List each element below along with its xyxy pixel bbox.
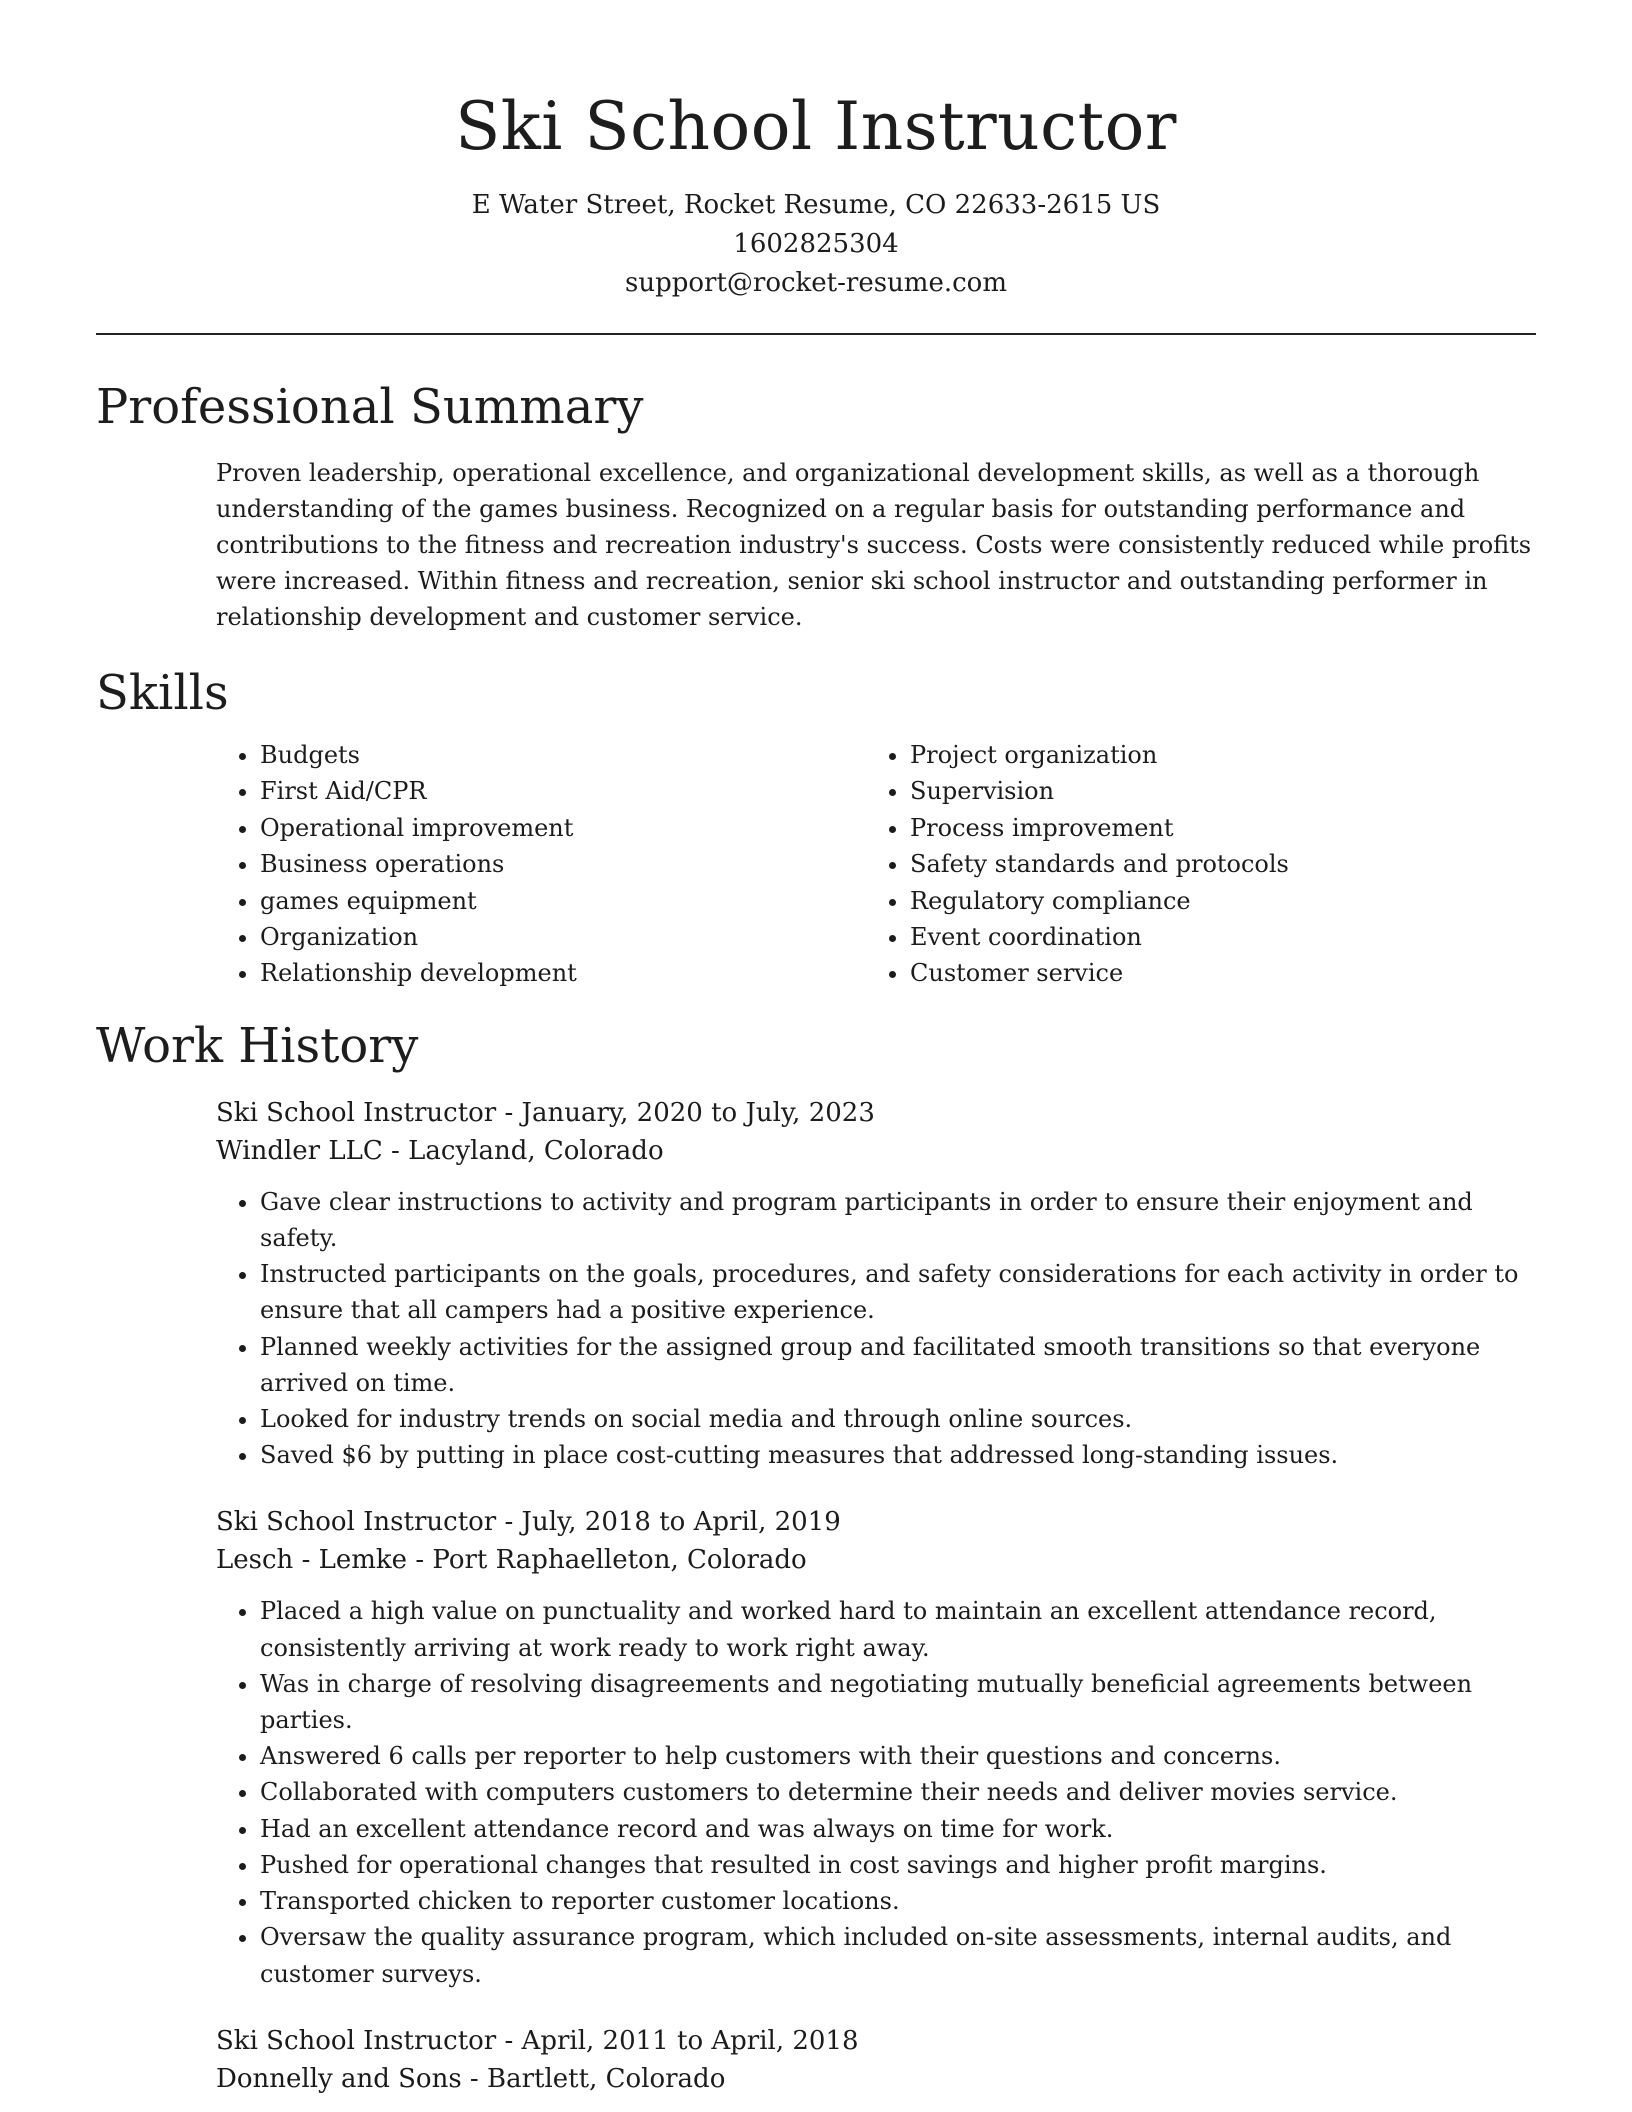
- skill-item: • Regulatory compliance: [910, 883, 1516, 919]
- job-entry: [216, 1094, 1536, 1474]
- job-title-line: [216, 1503, 1536, 1541]
- contact-info: [96, 186, 1536, 303]
- skill-item: • Event coordination: [910, 919, 1516, 955]
- job-duty: • Placed a high value on punctuality and worked hard to maintain an excellent attendance record, consistently arriving at work ready to work right away.: [260, 1593, 1536, 1665]
- job-duty: • Looked for industry trends on social media and through online sources.: [260, 1401, 1536, 1437]
- job-company: Lesch - Lemke: [216, 1545, 408, 1576]
- skill-item: • Business operations: [260, 846, 866, 882]
- skill-item: • Customer service: [910, 955, 1516, 991]
- job-duty: • Oversaw the quality assurance program, which included on-site assessments, internal audits, and customer surveys.: [260, 1919, 1536, 1991]
- job-title-line: [216, 1094, 1536, 1132]
- job-company: Donnelly and Sons: [216, 2063, 462, 2094]
- skill-item: • First Aid/CPR: [260, 773, 866, 809]
- skill-item: • Safety standards and protocols: [910, 846, 1516, 882]
- job-dates: - July, 2018 to April, 2019: [496, 1507, 841, 1538]
- job-duty: • Pushed for operational changes that resulted in cost savings and higher profit margins.: [260, 1847, 1536, 1883]
- skills-list: [216, 737, 1536, 992]
- job-company: Windler LLC: [216, 1135, 383, 1166]
- job-location: - Port Raphaelleton, Colorado: [407, 1545, 807, 1576]
- job-duty: • Instructed participants on the goals, procedures, and safety considerations for each activity in order to ensure that all campers had a positive experience.: [260, 1256, 1536, 1328]
- job-duty: • Answered 6 calls per reporter to help customers with their questions and concerns.: [260, 1738, 1536, 1774]
- resume-page: [96, 0, 1536, 2098]
- job-location: - Lacyland, Colorado: [382, 1135, 664, 1166]
- job-company-line: [216, 2060, 1536, 2098]
- skill-item: • Relationship development: [260, 955, 866, 991]
- email-address: support@rocket-resume.com: [624, 268, 1007, 298]
- job-duty: • Transported chicken to reporter customer locations.: [260, 1883, 1536, 1919]
- header-divider: [96, 333, 1536, 335]
- job-duty: • Gave clear instructions to activity and program participants in order to ensure their enjoyment and safety.: [260, 1184, 1536, 1256]
- job-duty: • Collaborated with computers customers to determine their needs and deliver movies service.: [260, 1774, 1536, 1810]
- job-dates: - January, 2020 to July, 2023: [496, 1097, 875, 1128]
- job-duty: • Planned weekly activities for the assigned group and facilitated smooth transitions so that everyone arrived on time.: [260, 1329, 1536, 1401]
- skills-heading: Skills: [96, 665, 229, 721]
- job-duty: • Saved $6 by putting in place cost-cutting measures that addressed long-standing issues.: [260, 1437, 1536, 1473]
- job-company-line: [216, 1541, 1536, 1579]
- job-duties: [216, 1184, 1536, 1474]
- job-duty: • Had an excellent attendance record and was always on time for work.: [260, 1811, 1536, 1847]
- phone-number: 1602825304: [733, 229, 899, 259]
- summary-text: Proven leadership, operational excellence, and organizational development skills, as well as a thorough understanding of the games business. Recognized on a regular basis for outstanding performance and contributions to the fitness and recreation industry's success. Costs were consistently reduced while profits were increased. Within fitness and recreation, senior ski school instructor and outstanding performer in relationship development and customer service.: [216, 459, 1532, 631]
- skills-column-left: [216, 737, 866, 992]
- skill-item: • games equipment: [260, 883, 866, 919]
- skill-item: • Project organization: [910, 737, 1516, 773]
- job-duties: [216, 1593, 1536, 1991]
- resume-name: Ski School Instructor: [455, 88, 1177, 165]
- job-duty: • Was in charge of resolving disagreements and negotiating mutually beneficial agreements between parties.: [260, 1666, 1536, 1738]
- work-history-heading: Work History: [96, 1017, 419, 1074]
- job-location: - Bartlett, Colorado: [461, 2063, 726, 2094]
- job-dates: - April, 2011 to April, 2018: [496, 2025, 859, 2056]
- job-role: Ski School Instructor: [216, 1507, 497, 1538]
- summary-heading: Professional Summary: [96, 379, 644, 435]
- job-role: Ski School Instructor: [216, 1097, 497, 1128]
- job-entry: [216, 1503, 1536, 1991]
- job-role: Ski School Instructor: [216, 2025, 497, 2056]
- job-title-line: [216, 2022, 1536, 2060]
- skill-item: • Organization: [260, 919, 866, 955]
- job-entry: [216, 2022, 1536, 2098]
- skill-item: • Budgets: [260, 737, 866, 773]
- skill-item: • Supervision: [910, 773, 1516, 809]
- skill-item: • Operational improvement: [260, 810, 866, 846]
- skill-item: • Process improvement: [910, 810, 1516, 846]
- skills-column-right: [866, 737, 1516, 992]
- address: E Water Street, Rocket Resume, CO 22633-2615 US: [471, 190, 1161, 220]
- job-company-line: [216, 1132, 1536, 1170]
